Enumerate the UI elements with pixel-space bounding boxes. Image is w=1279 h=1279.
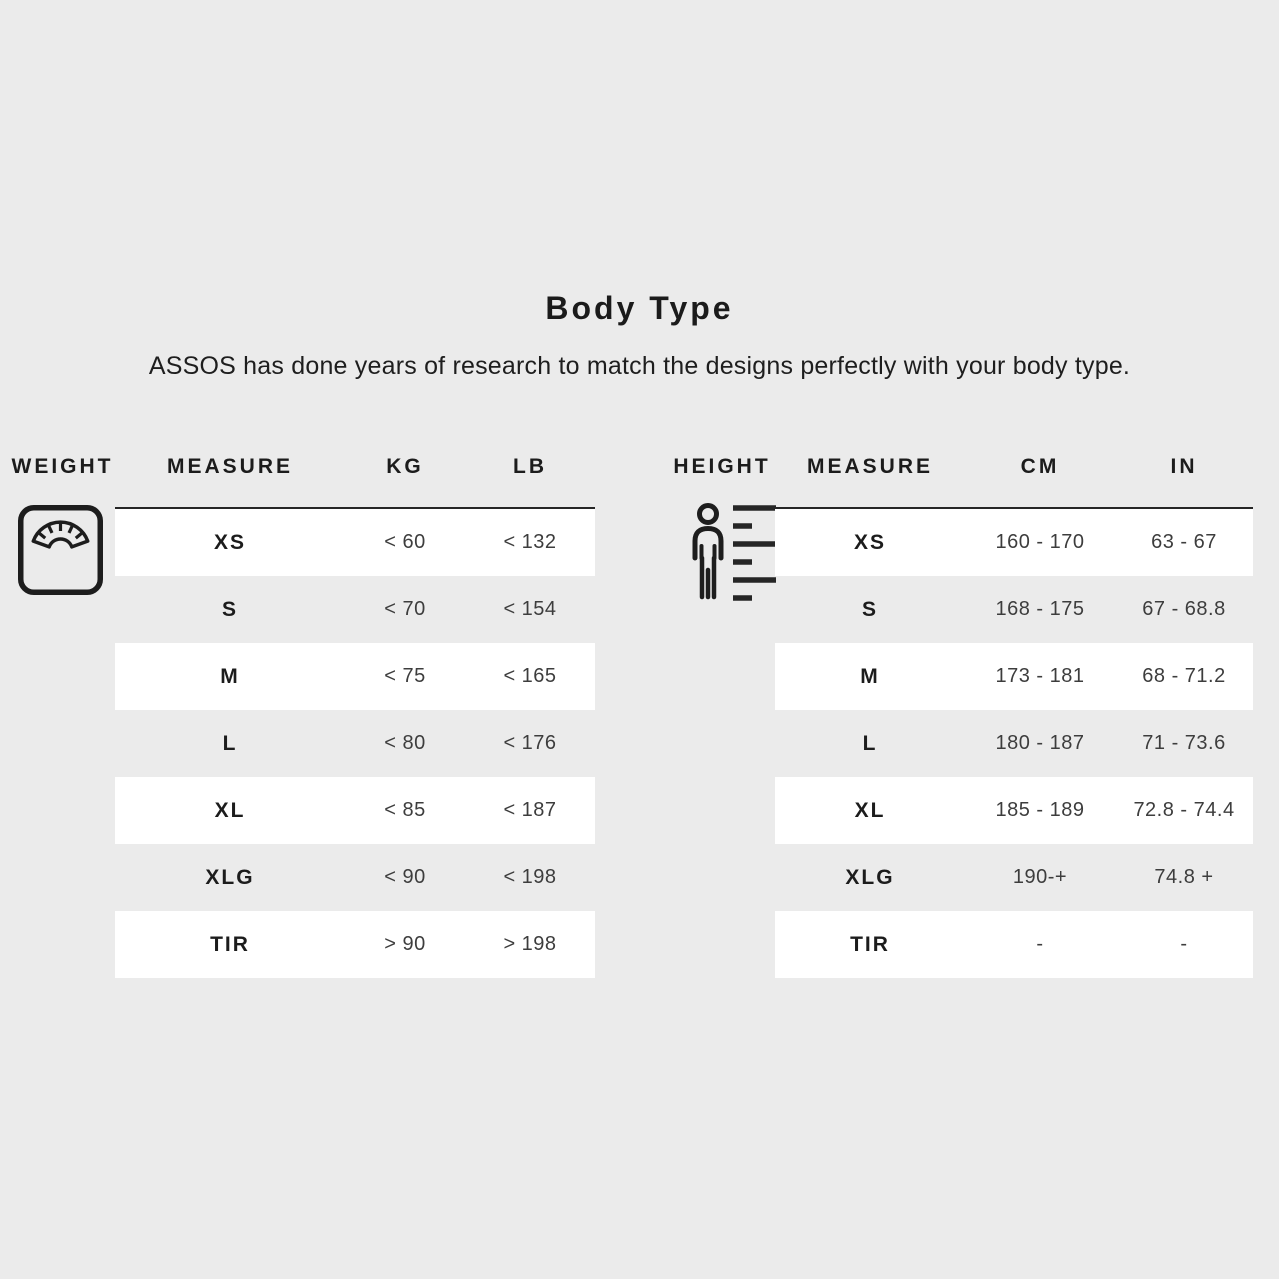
- table-row: [775, 777, 1253, 844]
- value-cell: 67 - 68.8: [1142, 598, 1226, 620]
- table-row: [115, 576, 595, 643]
- height-person-icon: [678, 503, 778, 603]
- size-label: M: [220, 664, 240, 688]
- height-table-header: [640, 447, 1254, 487]
- weight-table: [115, 507, 595, 978]
- column-header-cm: CM: [1020, 455, 1060, 478]
- value-cell: 160 - 170: [995, 531, 1085, 553]
- size-label: XS: [853, 530, 886, 554]
- weight-table-header: [10, 447, 595, 487]
- value-cell: < 90: [384, 866, 426, 888]
- ruler-marks-icon: [733, 508, 776, 598]
- size-label: S: [221, 597, 238, 621]
- table-row: [775, 844, 1253, 911]
- size-label: TIR: [850, 932, 890, 956]
- value-cell: < 70: [384, 598, 426, 620]
- value-cell: < 176: [503, 732, 557, 754]
- column-header-in: IN: [1170, 455, 1198, 478]
- size-label: XL: [214, 798, 246, 822]
- size-label: XLG: [845, 865, 895, 889]
- value-cell: 68 - 71.2: [1142, 665, 1226, 687]
- table-row: [115, 509, 595, 576]
- size-label: XL: [854, 798, 886, 822]
- table-row: [115, 911, 595, 978]
- size-label: TIR: [210, 932, 250, 956]
- page-subtitle: ASSOS has done years of research to match the designs perfectly with your body type.: [148, 352, 1131, 380]
- value-cell: > 198: [503, 933, 557, 955]
- value-cell: < 154: [503, 598, 557, 620]
- size-label: M: [860, 664, 880, 688]
- table-row: [775, 710, 1253, 777]
- value-cell: 180 - 187: [995, 732, 1085, 754]
- value-cell: < 85: [384, 799, 426, 821]
- weight-section-label: WEIGHT: [11, 455, 114, 478]
- table-row: [775, 643, 1253, 710]
- value-cell: 190-+: [1012, 866, 1068, 888]
- table-row: [115, 777, 595, 844]
- value-cell: < 75: [384, 665, 426, 687]
- table-row: [115, 643, 595, 710]
- value-cell: < 132: [503, 531, 557, 553]
- size-label: S: [861, 597, 878, 621]
- height-section: [640, 447, 1254, 956]
- value-cell: < 198: [503, 866, 557, 888]
- column-header-measure: MEASURE: [806, 455, 933, 478]
- value-cell: > 90: [384, 933, 426, 955]
- table-row: [115, 844, 595, 911]
- scale-icon: [18, 505, 103, 595]
- value-cell: < 187: [503, 799, 557, 821]
- page-title: Body Type: [545, 290, 734, 326]
- height-section-label: HEIGHT: [673, 455, 771, 478]
- size-label: XS: [213, 530, 246, 554]
- column-header-kg: KG: [386, 455, 424, 478]
- weight-section: [10, 447, 595, 956]
- size-label: L: [222, 731, 238, 755]
- size-label: L: [862, 731, 878, 755]
- column-header-measure: MEASURE: [166, 455, 293, 478]
- value-cell: 63 - 67: [1151, 531, 1217, 553]
- value-cell: 173 - 181: [995, 665, 1085, 687]
- column-header-lb: LB: [513, 455, 547, 478]
- value-cell: 74.8 +: [1154, 866, 1214, 888]
- height-table: [775, 507, 1253, 978]
- value-cell: 72.8 - 74.4: [1133, 799, 1235, 821]
- value-cell: -: [1180, 933, 1188, 955]
- table-row: [115, 710, 595, 777]
- size-label: XLG: [205, 865, 255, 889]
- table-row: [775, 911, 1253, 978]
- value-cell: 71 - 73.6: [1142, 732, 1226, 754]
- value-cell: < 60: [384, 531, 426, 553]
- table-row: [775, 576, 1253, 643]
- value-cell: < 165: [503, 665, 557, 687]
- value-cell: -: [1036, 933, 1044, 955]
- table-row: [775, 509, 1253, 576]
- value-cell: < 80: [384, 732, 426, 754]
- value-cell: 185 - 189: [995, 799, 1085, 821]
- value-cell: 168 - 175: [995, 598, 1085, 620]
